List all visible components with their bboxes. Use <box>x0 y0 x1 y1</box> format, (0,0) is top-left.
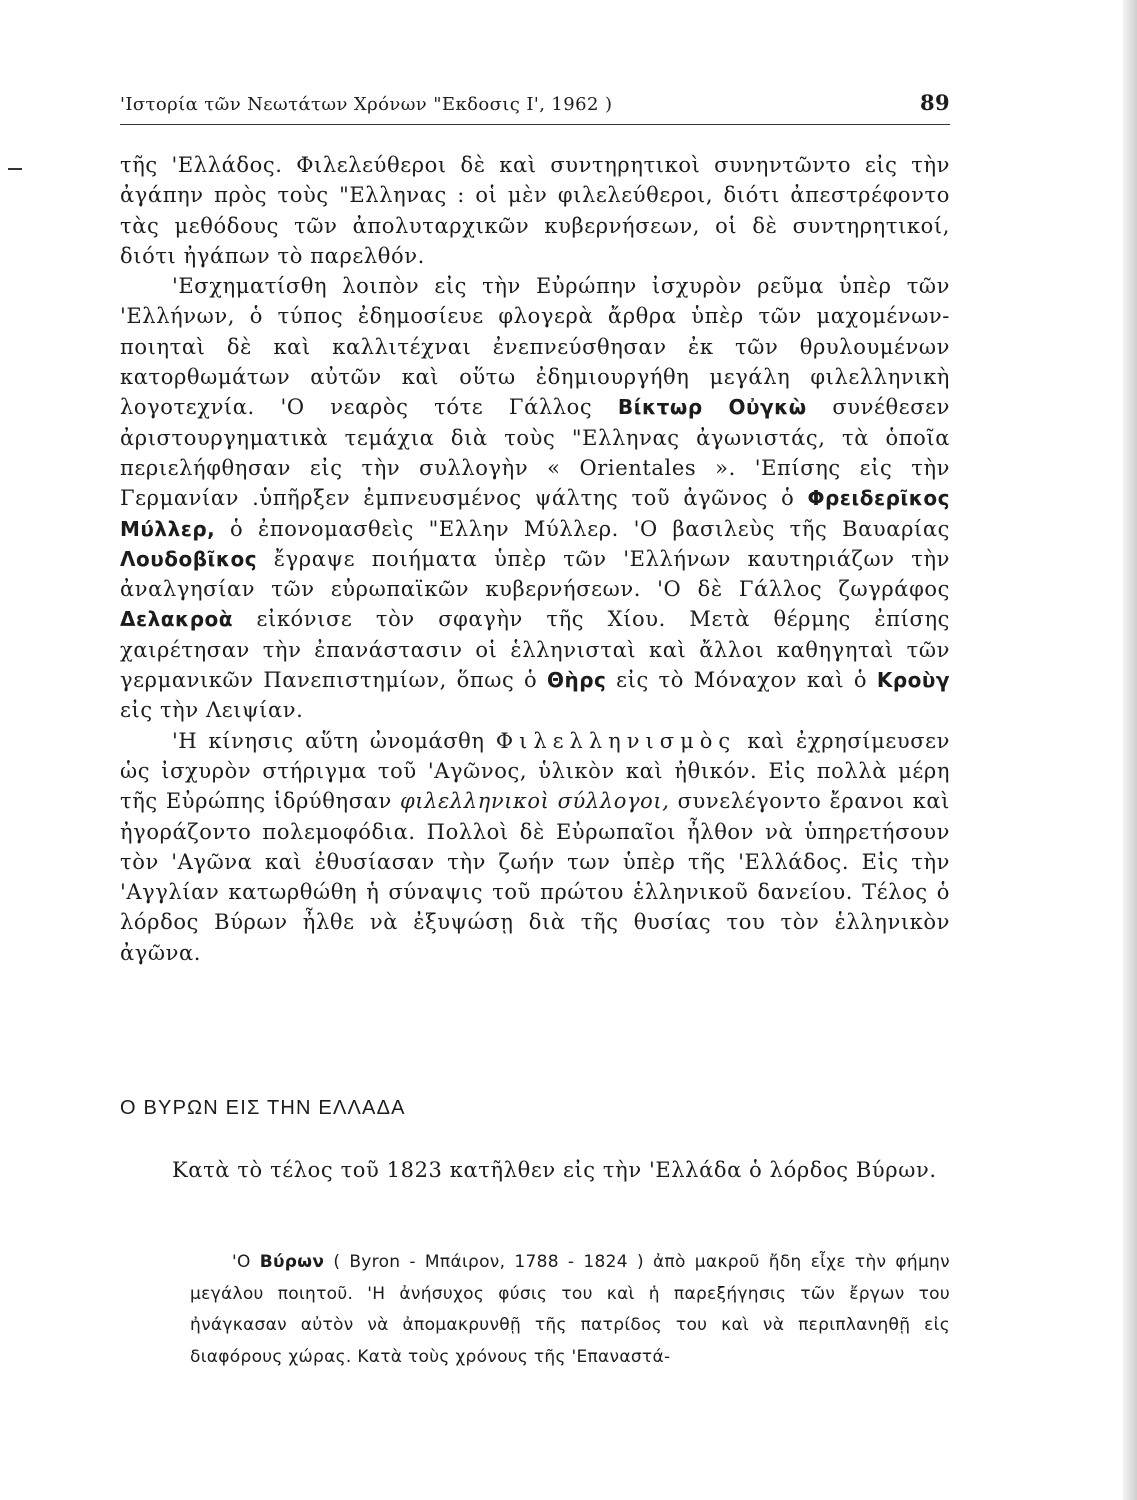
note-text: ( Byron - Μπάιρον, 1788 - 1824 ) ἀπὸ μακροῦ ἤδη εἶχε τὴν φήμην μεγάλου ποιητοῦ. 'Η ἀνήσυχος φύσις του καὶ ἡ παρεξήγησις τῶν ἔργων του ἠνάγκασαν αὐτὸν νὰ ἀπομακρυνθῇ τῆς πατρίδος του καὶ νὰ περιπλανηθῇ εἰς διαφόρους χώρας. Κατὰ τοὺς χρόνους τῆς 'Επαναστά- <box>190 1252 950 1367</box>
byron-note <box>190 1247 950 1373</box>
running-title: 'Ιστορία τῶν Νεωτάτων Χρόνων "Εκδοσις Ι', 1962 ) <box>120 94 613 115</box>
note-name-byron: Βύρων <box>259 1252 325 1272</box>
page-number: 89 <box>919 90 950 115</box>
p2-text-4: ἔγραψε ποιήματα ὑπὲρ τῶν 'Ελλήνων καυτηριάζων τὴν ἀναλγησίαν τῶν εὐρωπαϊκῶν κυβερνήσεων. 'Ο δὲ Γάλλος ζωγράφος <box>120 546 950 602</box>
name-delacroix: Δελακροὰ <box>120 607 234 632</box>
note-lead: 'Ο <box>232 1252 251 1272</box>
page-edge-shadow <box>1123 0 1137 1500</box>
p2-text-7: εἰς τὴν Λειψίαν. <box>120 698 304 723</box>
name-victor-hugo: Βίκτωρ Οὐγκὼ <box>617 395 807 420</box>
section-heading: Ο ΒΥΡΩΝ ΕΙΣ ΤΗΝ ΕΛΛΑΔΑ <box>120 1097 406 1119</box>
p3-text-2: καὶ ἐχρησίμευσεν ὡς ἰσχυρὸν στήριγμα τοῦ 'Αγῶνος, ὑλικὸν καὶ ἠθικόν. Εἰς πολλὰ μέρη τῆς Εὐρώπης ἱδρύθησαν <box>120 728 950 814</box>
paragraph-1: τῆς 'Ελλάδος. Φιλελεύθεροι δὲ καὶ συντηρητικοὶ συνηντῶντο εἰς τὴν ἀγάπην πρὸς τοὺς "Ελληνας : οἱ μὲν φιλελεύθεροι, διότι ἀπεστρέφοντο τὰς μεθόδους τῶν ἀπολυταρχικῶν κυβερνήσεων, οἱ δὲ συντηρητικοί, διότι ἠγάπων τὸ παρελθόν. <box>120 153 950 268</box>
running-header <box>120 90 950 125</box>
term-philhellenism: Φιλελληνισμὸς <box>495 728 737 753</box>
paragraph-2 <box>120 271 950 725</box>
name-friedrich-muller: Φρειδερῖκος Μύλλερ, <box>120 486 950 541</box>
name-thiersch: Θὴρς <box>547 668 607 693</box>
p3-text-1: 'Η κίνησις αὕτη ὠνομάσθη <box>172 728 485 753</box>
section-paragraph: Κατὰ τὸ τέλος τοῦ 1823 κατῆλθεν εἰς τὴν 'Ελλάδα ὁ λόρδος Βύρων. <box>172 1158 937 1182</box>
p2-text-3: ὁ ἐπονομασθεὶς "Ελλην Μύλλερ. 'Ο βασιλεὺς τῆς Βαυαρίας <box>230 516 950 541</box>
name-krug: Κροὺγ <box>876 668 951 693</box>
main-text <box>120 150 950 968</box>
p2-text-5: εἰκόνισε τὸν σφαγὴν τῆς Χίου. Μετὰ θέρμης ἐπίσης χαιρέτησαν τὴν ἐπανάστασιν οἱ ἑλληνισταὶ καὶ ἄλλοι καθηγηταὶ τῶν γερμανικῶν Πανεπιστημίων, ὅπως ὁ <box>120 607 950 693</box>
p3-text-3: συνελέγοντο ἔρανοι καὶ ἠγοράζοντο πολεμοφόδια. Πολλοὶ δὲ Εὐρωπαῖοι ἦλθον νὰ ὑπηρετήσουν τὸν 'Αγῶνα καὶ ἐθυσίασαν τὴν ζωήν των ὑπὲρ τῆς 'Ελλάδος. Εἰς τὴν 'Αγγλίαν κατωρθώθη ἡ σύναψις τοῦ πρώτου ἑλληνικοῦ δανείου. Τέλος ὁ λόρδος Βύρων ἦλθε νὰ ἐξυψώσῃ διὰ τῆς θυσίας του τὸν ἑλληνικὸν ἀγῶνα. <box>120 789 950 965</box>
paragraph-3 <box>120 726 950 968</box>
margin-mark <box>8 168 22 170</box>
p2-text-1: 'Εσχηματίσθη λοιπὸν εἰς τὴν Εὐρώπην ἰσχυρὸν ρεῦμα ὑπὲρ τῶν 'Ελλήνων, ὁ τύπος ἐδημοσίευε φλογερὰ ἄρθρα ὑπὲρ τῶν μαχομένων- ποιηταὶ δὲ καὶ καλλιτέχναι ἐνεπνεύσθησαν ἐκ τῶν θρυλουμένων κατορθωμάτων αὐτῶν καὶ οὕτω ἐδημιουργήθη μεγάλη φιλελληνικὴ λογοτεχνία. 'Ο νεαρὸς τότε Γάλλος <box>120 274 950 420</box>
name-ludwig: Λουδοβῖκος <box>120 546 258 571</box>
p2-text-2: συνέθεσεν ἀριστουργηματικὰ τεμάχια διὰ τοὺς "Ελληνας ἀγωνιστάς, τὰ ὁποῖα περιελήφθησαν εἰς τὴν συλλογὴν « Orientales ». 'Επίσης εἰς τὴν Γερμανίαν .ὑπῆρξεν ἐμπνευσμένος ψάλτης τοῦ ἀγῶνος ὁ <box>120 395 950 511</box>
term-philhellenic-societies: φιλελληνικοὶ σύλλογοι, <box>399 789 670 814</box>
p2-text-6: εἰς τὸ Μόναχον καὶ ὁ <box>616 668 868 693</box>
